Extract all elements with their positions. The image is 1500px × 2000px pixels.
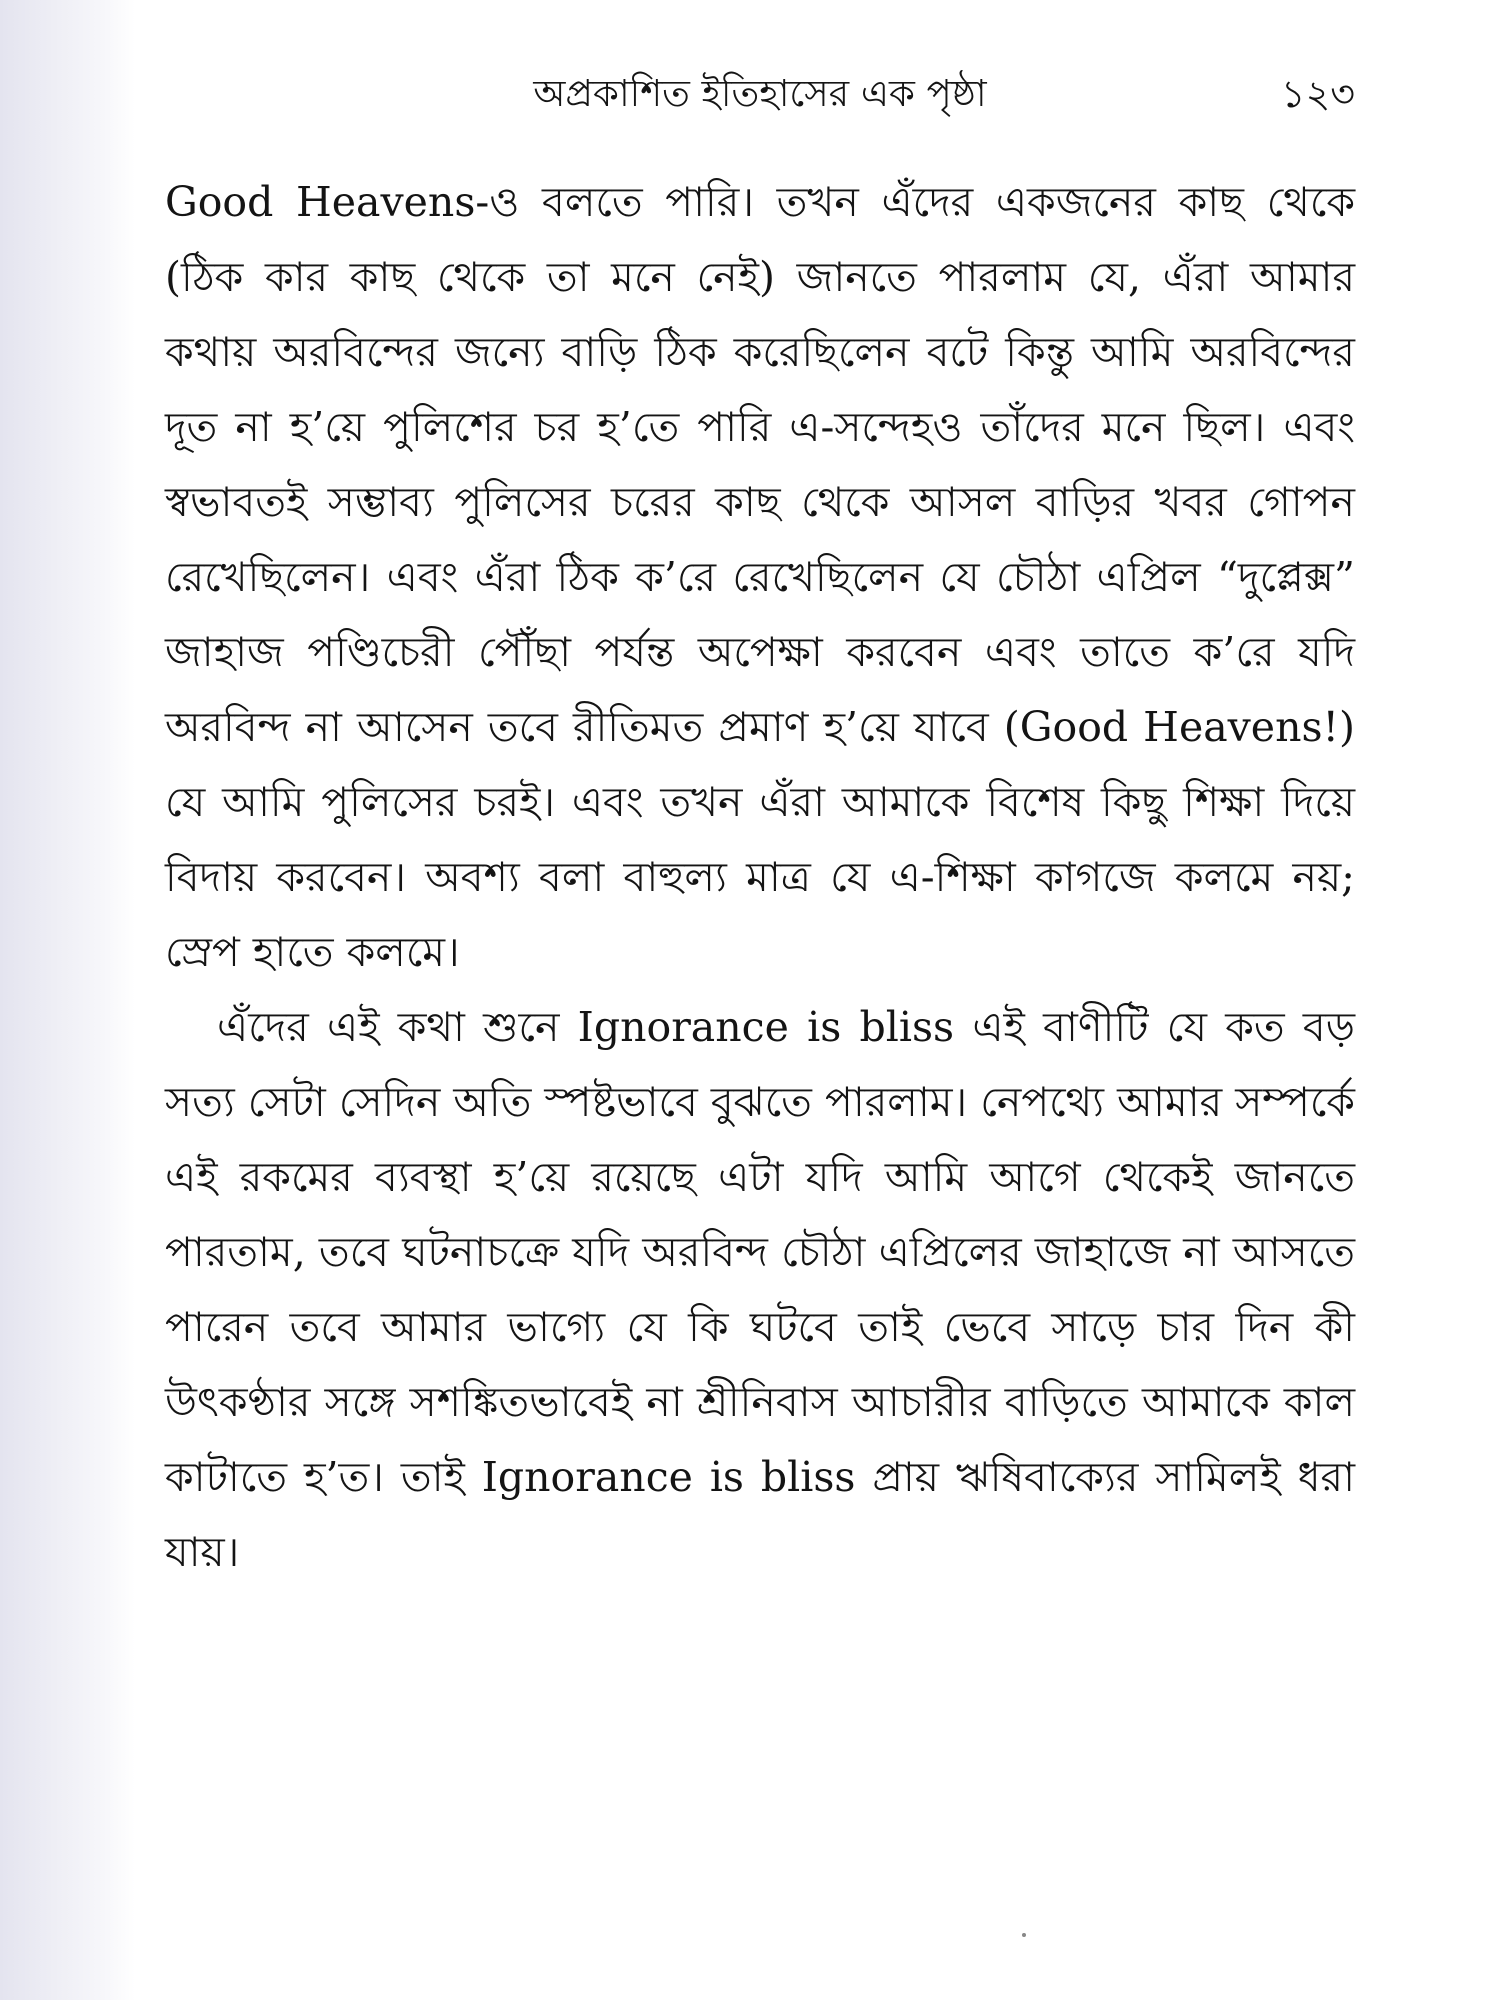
running-header — [165, 64, 1355, 124]
body-text — [165, 165, 1355, 1590]
page-number: ১২৩ — [1280, 72, 1355, 116]
binding-gutter-shadow — [0, 0, 135, 2000]
print-speck — [1022, 1933, 1026, 1937]
running-title: অপ্রকাশিত ইতিহাসের এক পৃষ্ঠা — [533, 72, 987, 115]
paragraph-continued: Good Heavens-ও বলতে পারি। তখন এঁদের একজনের কাছ থেকে (ঠিক কার কাছ থেকে তা মনে নেই) জানতে পারলাম যে, এঁরা আমার কথায় অরবিন্দের জন্যে বাড়ি ঠিক করেছিলেন বটে কিন্তু আমি অরবিন্দের দূত না হ’য়ে পুলিশের চর হ’তে পারি এ-সন্দেহও তাঁদের মনে ছিল। এবং স্বভাবতই সম্ভাব্য পুলিসের চরের কাছ থেকে আসল বাড়ির খবর গোপন রেখেছিলেন। এবং এঁরা ঠিক ক’রে রেখেছিলেন যে চৌঠা এপ্রিল “দুপ্লেক্স” জাহাজ পণ্ডিচেরী পৌঁছা পর্যন্ত অপেক্ষা করবেন এবং তাতে ক’রে যদি অরবিন্দ না আসেন তবে রীতিমত প্রমাণ হ’য়ে যাবে (Good Heavens!) যে আমি পুলিসের চরই। এবং তখন এঁরা আমাকে বিশেষ কিছু শিক্ষা দিয়ে বিদায় করবেন। অবশ্য বলা বাহুল্য মাত্র যে এ-শিক্ষা কাগজে কলমে নয়; স্রেপ হাতে কলমে। — [165, 178, 1355, 976]
paragraph-ignorance-is-bliss: এঁদের এই কথা শুনে Ignorance is bliss এই বাণীটি যে কত বড় সত্য সেটা সেদিন অতি স্পষ্টভাবে বুঝতে পারলাম। নেপথ্যে আমার সম্পর্কে এই রকমের ব্যবস্থা হ’য়ে রয়েছে এটা যদি আমি আগে থেকেই জানতে পারতাম, তবে ঘটনাচক্রে যদি অরবিন্দ চৌঠা এপ্রিলের জাহাজে না আসতে পারেন তবে আমার ভাগ্যে যে কি ঘটবে তাই ভেবে সাড়ে চার দিন কী উৎকণ্ঠার সঙ্গে সশঙ্কিতভাবেই না শ্রীনিবাস আচারীর বাড়িতে আমাকে কাল কাটাতে হ’ত। তাই Ignorance is bliss প্রায় ঋষিবাক্যের সামিলই ধরা যায়। — [165, 1003, 1355, 1576]
